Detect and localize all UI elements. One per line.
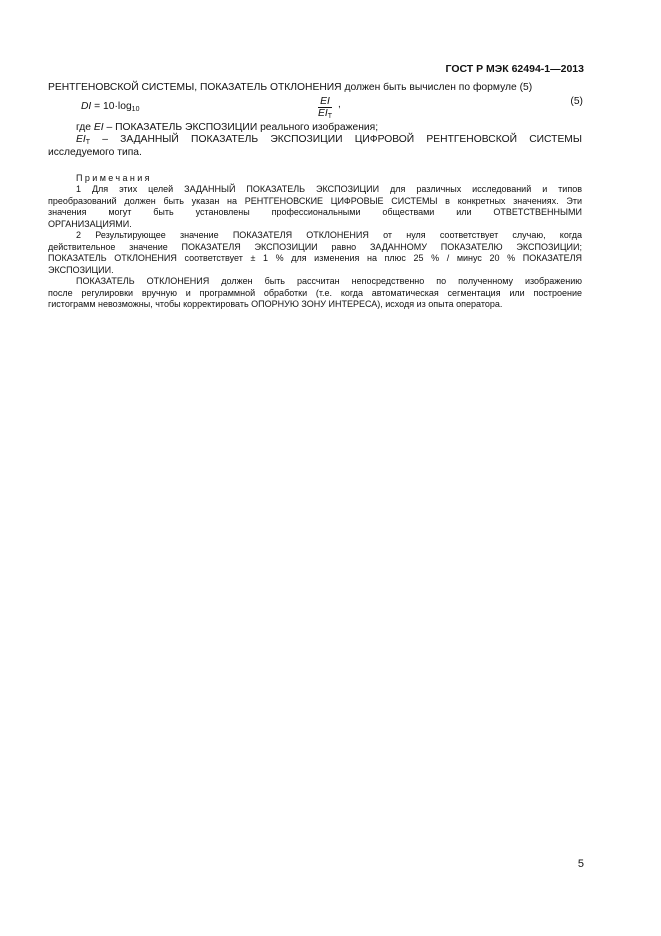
formula-lhs-expr: = 10·log — [91, 101, 132, 112]
formula-lhs-var: DI — [81, 101, 92, 112]
formula-lhs — [81, 101, 139, 113]
definition-eit-continued: исследуемого типа. — [48, 147, 142, 158]
fraction-numerator: EI — [318, 96, 332, 108]
document-code-header: ГОСТ Р МЭК 62494-1—2013 — [445, 63, 584, 75]
fraction-denominator: $EI_T$ — [318, 108, 333, 120]
note1-line-1: 1 Для этих целей ЗАДАННЫЙ ПОКАЗАТЕЛЬ ЭКСПОЗИЦИИ для различных исследований и типов — [76, 184, 582, 194]
note1-line-2: преобразований должен быть указан на РЕНТГЕНОВСКИЕ ЦИФРОВЫЕ СИСТЕМЫ в конкретных значениях. Эти — [48, 196, 582, 206]
definition-eit: $EI_T$ – ЗАДАННЫЙ ПОКАЗАТЕЛЬ ЭКСПОЗИЦИИ ЦИФРОВОЙ РЕНТГЕНОВСКОЙ СИСТЕМЫ — [76, 134, 582, 146]
formula-number: (5) — [570, 96, 583, 107]
note2-line-2: действительное значение ПОКАЗАТЕЛЯ ЭКСПОЗИЦИИ равно ЗАДАННОМУ ПОКАЗАТЕЛЮ ЭКСПОЗИЦИИ; — [48, 242, 582, 252]
intro-line: РЕНТГЕНОВСКОЙ СИСТЕМЫ, ПОКАЗАТЕЛЬ ОТКЛОНЕНИЯ должен быть вычислен по формуле (5) — [48, 82, 533, 93]
note1-line-4: ОРГАНИЗАЦИЯМИ. — [48, 219, 132, 229]
notes-title: Примечания — [76, 173, 152, 183]
definition-ei: где EI – ПОКАЗАТЕЛЬ ЭКСПОЗИЦИИ реального изображения; — [76, 122, 379, 133]
page-number: 5 — [577, 858, 584, 870]
formula-fraction — [318, 96, 332, 123]
note1-line-3: значения могут быть установлены профессиональными обществами или ОТВЕТСТВЕННЫМИ — [48, 207, 582, 217]
note3-line-3: гистограмм невозможны, чтобы корректировать ОПОРНУЮ ЗОНУ ИНТЕРЕСА), исходя из опыта оператора. — [48, 299, 503, 309]
formula-trailing: , — [338, 99, 341, 110]
note2-line-4: ЭКСПОЗИЦИИ. — [48, 265, 114, 275]
note2-line-3: ПОКАЗАТЕЛЬ ОТКЛОНЕНИЯ соответствует ± 1 % для изменения на плюс 25 % / минус 20 % ПОКАЗАТЕЛЯ — [48, 253, 582, 263]
note2-line-1: 2 Результирующее значение ПОКАЗАТЕЛЯ ОТКЛОНЕНИЯ от нуля соответствует случаю, когда — [76, 230, 582, 240]
formula-log-base: 10 — [131, 106, 140, 113]
note3-line-1: ПОКАЗАТЕЛЬ ОТКЛОНЕНИЯ должен быть рассчитан непосредственно по полученному изображению — [76, 276, 582, 286]
note3-line-2: после регулировки вручную и программной обработки (т.е. когда автоматическая сегментация или построение — [48, 288, 582, 298]
